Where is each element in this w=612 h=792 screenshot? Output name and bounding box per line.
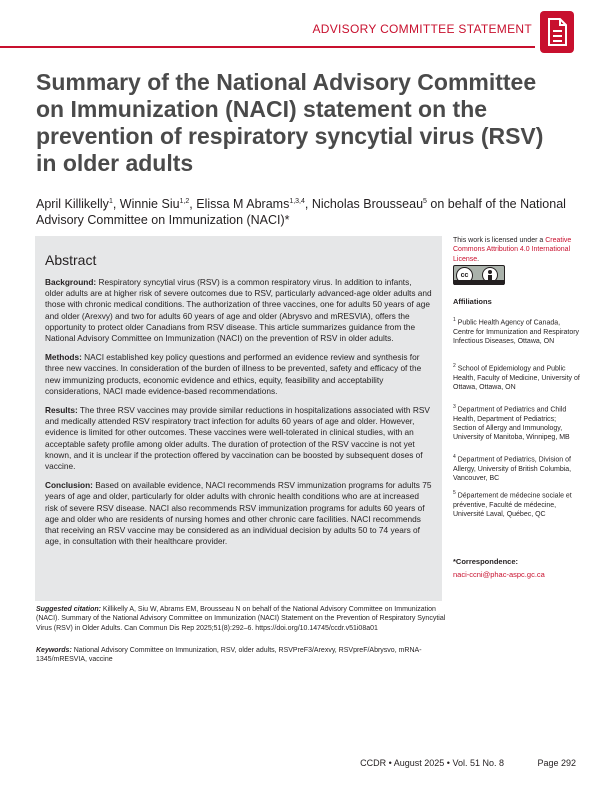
author-name: April Killikelly — [36, 197, 109, 212]
keywords: Keywords: National Advisory Committee on Immunization, RSV, older adults, RSVPreF3/Arexvy, RSVpreF/Abrysvo, mRNA-1345/mRESVIA, vaccine — [36, 647, 422, 664]
header-rule — [0, 46, 535, 48]
abstract-methods: Methods: NACI established key policy questions and performed an evidence review and synthesis for three new vaccines. In consideration of the burden of illness to be prevented, safety and efficacy of the new immunizing products, economic evidence and ethics, equity, feasibility and acceptability considerations, NACI made evidence-based recommendations. — [45, 352, 422, 396]
abstract-background: Background: Respiratory syncytial virus (RSV) is a common respiratory virus. In addition to infants, older adults are at higher risk of severe outcomes due to RSV, particularly advanced-age older adults and those with chronic medical conditions. The authorization of three vaccines, one for adults 50 years of age and older (Arexvy) and two for adults 60 years of age and older (Abrysvo and mRESVIA), offers the opportunity to protect older Canadians from RSV disease. This article summarizes guidance from the National Advisory Committee on Immunization (NACI) on the prevention of RSV in older adults. — [45, 277, 432, 344]
affiliations-heading: Affiliations — [453, 297, 492, 306]
affiliation-item: $^4$ Department of Pediatrics, Division of Allergy, University of British Columbia, Vancouver, BC — [453, 454, 572, 482]
authors-suffix: on behalf of the National Advisory Committee on Immunization (NACI)* — [36, 197, 566, 228]
author-name: Winnie Siu — [119, 197, 180, 212]
section-label: ADVISORY COMMITTEE STATEMENT — [312, 22, 532, 36]
author-list: April Killikelly$^1$, Winnie Siu$^{1,2}$, Elissa M Abrams$^{1,3,4}$, Nicholas Brousseau$^5$ on behalf of the National Advisory Committee on Immunization (NACI)* — [36, 197, 566, 228]
suggested-citation: Suggested citation: Killikelly A, Siu W, Abrams EM, Brousseau N on behalf of the National Advisory Committee on Immunization (NACI). Summary of the National Advisory Committee on Immunization (NACI) Statement on the Prevention of Respiratory Syncytial Virus (RSV) in Older Adults. Can Commun Dis Rep 2025;51(8):292–6. https://doi.org/10.14745/ccdr.v51i08a01 — [36, 606, 446, 632]
license-link[interactable]: Creative Commons Attribution 4.0 International License — [453, 237, 572, 263]
page-footer — [0, 758, 612, 772]
cc-badge-bar — [454, 280, 504, 285]
document-icon[interactable] — [540, 11, 574, 53]
author-name: Nicholas Brousseau — [311, 197, 424, 212]
affiliation-item: $^2$ School of Epidemiology and Public Health, Faculty of Medicine, University of Ottawa, Ottawa, ON — [453, 363, 580, 391]
affiliation-item: $^1$ Public Health Agency of Canada, Centre for Immunization and Respiratory Infectious Diseases, Ottawa, ON — [453, 317, 580, 345]
page-number: Page 292 — [537, 758, 576, 768]
abstract-box — [35, 236, 442, 601]
correspondence-email-link[interactable]: naci-ccni@phac-aspc.gc.ca — [453, 570, 545, 579]
correspondence-heading: *Correspondence: — [453, 557, 519, 566]
abstract-results: Results: The three RSV vaccines may provide similar reductions in hospitalizations associated with RSV and medically attended RSV respiratory tract infection for adults 60 years of age and older. However, evidence is limited for other outcomes. These vaccines were well-tolerated in clinical studies, with an acceptable safety profile among older adults. The duration of protection of the RSV vaccine is not yet known, and it is unclear if the protection offered by vaccination can be boosted by subsequent doses of vaccine. — [45, 405, 430, 472]
cc-by-icon[interactable] — [453, 265, 505, 285]
affiliation-item: $^5$ Département de médecine sociale et préventive, Faculté de médecine, Université Laval, Québec, QC — [453, 490, 572, 518]
affiliation-item: $^3$ Department of Pediatrics and Child Health, Department of Pediatrics; Section of Allergy and Immunology, University of Manitoba, Winnipeg, MB — [453, 404, 570, 442]
cc-icon: cc — [456, 267, 473, 284]
journal-info: CCDR • August 2025 • Vol. 51 No. 8 — [360, 758, 504, 768]
abstract-conclusion: Conclusion: Based on available evidence, NACI recommends RSV immunization programs for adults 75 years of age and older, particularly for older adults with chronic health conditions who are at increased risk of severe RSV disease. NACI also recommends RSV immunization programs for adults 60 years of age and older who are residents of nursing homes and other chronic care facilities. NACI recommends that receiving an RSV vaccine may be considered as an individual decision by adults 50 to 74 years of age, in consultation with their healthcare provider. — [45, 480, 432, 547]
abstract-heading: Abstract — [45, 252, 97, 268]
article-title: Summary of the National Advisory Committee on Immunization (NACI) statement on the prevention of respiratory syncytial virus (RSV) in older adults — [36, 69, 544, 176]
license-note: This work is licensed under a Creative Commons Attribution 4.0 International License. — [453, 237, 572, 263]
author-name: Elissa M Abrams — [196, 197, 290, 212]
